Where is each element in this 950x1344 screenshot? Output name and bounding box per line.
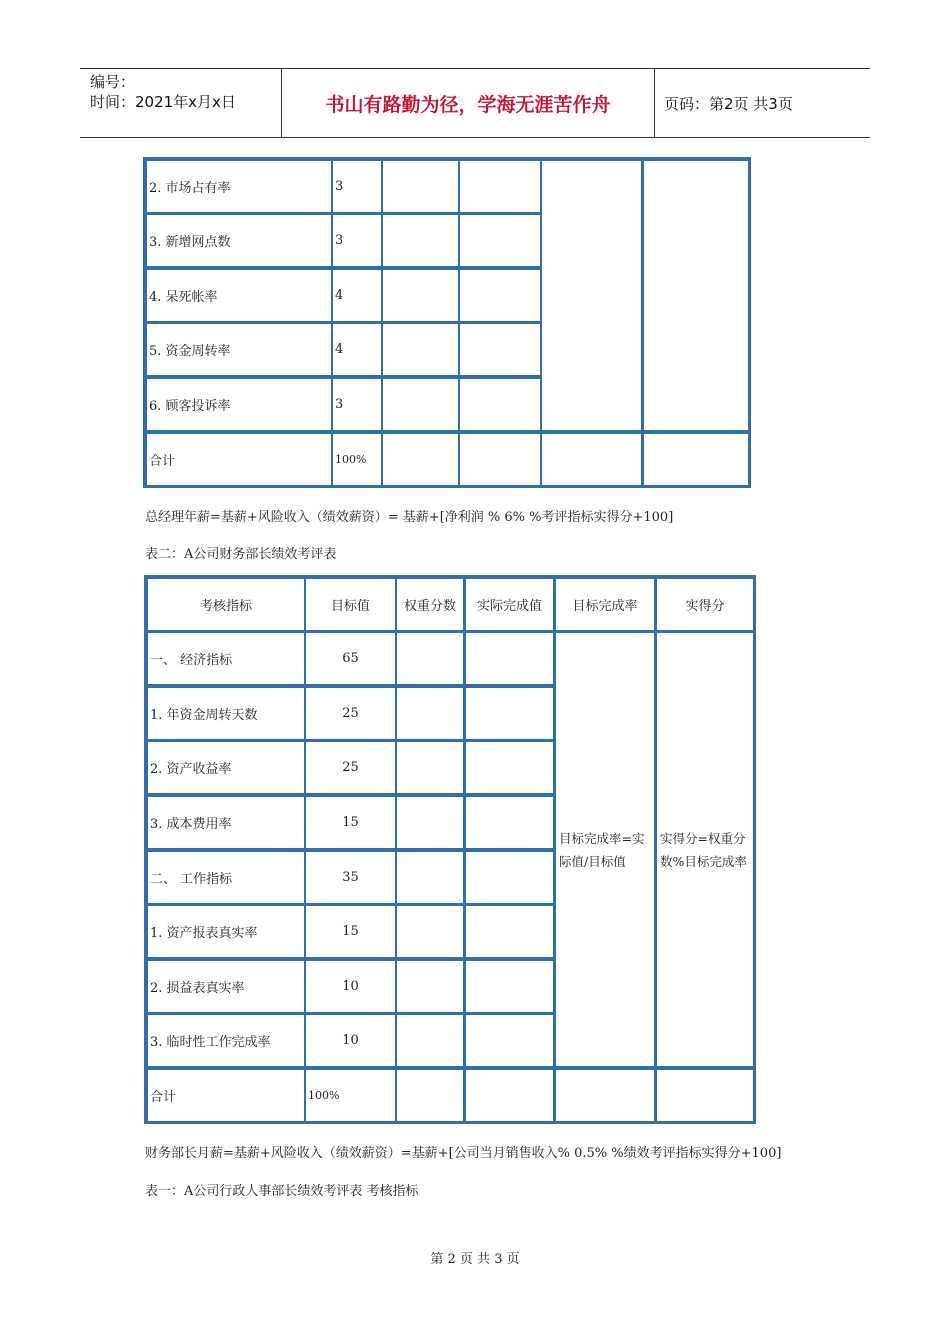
table-total-value: 100% xyxy=(333,434,381,485)
table-cell xyxy=(556,1070,654,1121)
table-cell xyxy=(383,324,458,375)
table-cell: 1. 资产报表真实率 xyxy=(148,906,304,957)
table-title-hr: 表一：A公司行政人事部长绩效考评表 考核指标 xyxy=(145,1184,419,1199)
table-cell xyxy=(466,742,553,793)
document-number: 编号： xyxy=(90,73,136,91)
header-divider xyxy=(654,69,655,137)
table-total-value: 100% xyxy=(306,1070,395,1121)
table-cell: 3 xyxy=(333,379,381,430)
column-header: 权重分数 xyxy=(397,579,463,630)
table-cell xyxy=(397,797,463,848)
formula-general-manager: 总经理年薪=基薪+风险收入（绩效薪资）= 基薪+[净利润 % 6% %考评指标实得分+100] xyxy=(145,510,674,525)
table-cell xyxy=(397,906,463,957)
table-cell: 5. 资金周转率 xyxy=(147,324,331,375)
table-cell-merged xyxy=(542,161,641,430)
table-cell xyxy=(542,434,641,485)
table-cell xyxy=(383,161,458,212)
table-cell-merged xyxy=(644,161,748,430)
table-cell xyxy=(466,961,553,1012)
table-cell xyxy=(460,270,540,321)
table-cell xyxy=(644,434,748,485)
table-cell xyxy=(397,961,463,1012)
table-title-finance: 表二：A公司财务部长绩效考评表 xyxy=(145,547,337,562)
document-date: 时间：2021年x月x日 xyxy=(90,93,236,111)
table-finance-director xyxy=(144,575,756,1124)
score-note: 实得分=权重分数%目标完成率 xyxy=(657,633,753,1066)
table-total-label: 合计 xyxy=(148,1070,304,1121)
table-cell: 25 xyxy=(306,688,395,739)
table-cell: 25 xyxy=(306,742,395,793)
column-header: 考核指标 xyxy=(148,579,304,630)
table-cell xyxy=(466,906,553,957)
table-cell xyxy=(383,270,458,321)
table-cell: 二、 工作指标 xyxy=(148,852,304,903)
table-cell: 2. 损益表真实率 xyxy=(148,961,304,1012)
table-cell xyxy=(657,1070,753,1121)
table-cell xyxy=(460,161,540,212)
table-cell xyxy=(460,379,540,430)
table-cell xyxy=(466,688,553,739)
header-meta xyxy=(90,72,236,112)
table-cell xyxy=(460,434,540,485)
table-cell xyxy=(466,633,553,684)
table-cell xyxy=(383,379,458,430)
table-total-label: 合计 xyxy=(147,434,331,485)
table-cell: 35 xyxy=(306,852,395,903)
table-cell xyxy=(383,215,458,266)
table-cell: 2. 资产收益率 xyxy=(148,742,304,793)
table-cell: 一、 经济指标 xyxy=(148,633,304,684)
page-footer: 第 2 页 共 3 页 xyxy=(430,1252,520,1267)
table-cell: 4 xyxy=(333,270,381,321)
table-cell: 15 xyxy=(306,906,395,957)
table-cell xyxy=(397,1015,463,1066)
table-cell: 3. 成本费用率 xyxy=(148,797,304,848)
column-header: 目标完成率 xyxy=(556,579,654,630)
header-motto: 书山有路勤为径，学海无涯苦作舟 xyxy=(325,93,611,116)
table-cell: 65 xyxy=(306,633,395,684)
table-cell: 3 xyxy=(333,161,381,212)
table-cell xyxy=(466,1015,553,1066)
table-cell xyxy=(466,1070,553,1121)
column-header: 实际完成值 xyxy=(466,579,553,630)
table-cell xyxy=(466,797,553,848)
table-cell: 4 xyxy=(333,324,381,375)
table-cell xyxy=(397,852,463,903)
table-cell xyxy=(397,633,463,684)
table-cell xyxy=(397,1070,463,1121)
table-cell: 10 xyxy=(306,961,395,1012)
target-rate-note: 目标完成率=实际值/目标值 xyxy=(556,633,654,1066)
table-cell: 6. 顾客投诉率 xyxy=(147,379,331,430)
table-cell: 4. 呆死帐率 xyxy=(147,270,331,321)
table-cell: 3 xyxy=(333,215,381,266)
table-cell: 3. 新增网点数 xyxy=(147,215,331,266)
column-header: 实得分 xyxy=(657,579,753,630)
table-cell: 10 xyxy=(306,1015,395,1066)
page-header xyxy=(80,68,870,138)
table-cell xyxy=(397,688,463,739)
formula-finance-director: 财务部长月薪=基薪+风险收入（绩效薪资）=基薪+[公司当月销售收入% 0.5% %绩效考评指标实得分+100] xyxy=(145,1146,782,1161)
table-cell: 2. 市场占有率 xyxy=(147,161,331,212)
table-cell: 3. 临时性工作完成率 xyxy=(148,1015,304,1066)
table-cell xyxy=(397,742,463,793)
table-general-manager xyxy=(143,157,751,488)
table-cell xyxy=(383,434,458,485)
table-cell xyxy=(466,852,553,903)
table-cell: 15 xyxy=(306,797,395,848)
table-cell xyxy=(460,324,540,375)
column-header: 目标值 xyxy=(306,579,395,630)
table-cell: 1. 年资金周转天数 xyxy=(148,688,304,739)
table-cell xyxy=(460,215,540,266)
header-page-number: 页码：第2页 共3页 xyxy=(664,94,793,113)
